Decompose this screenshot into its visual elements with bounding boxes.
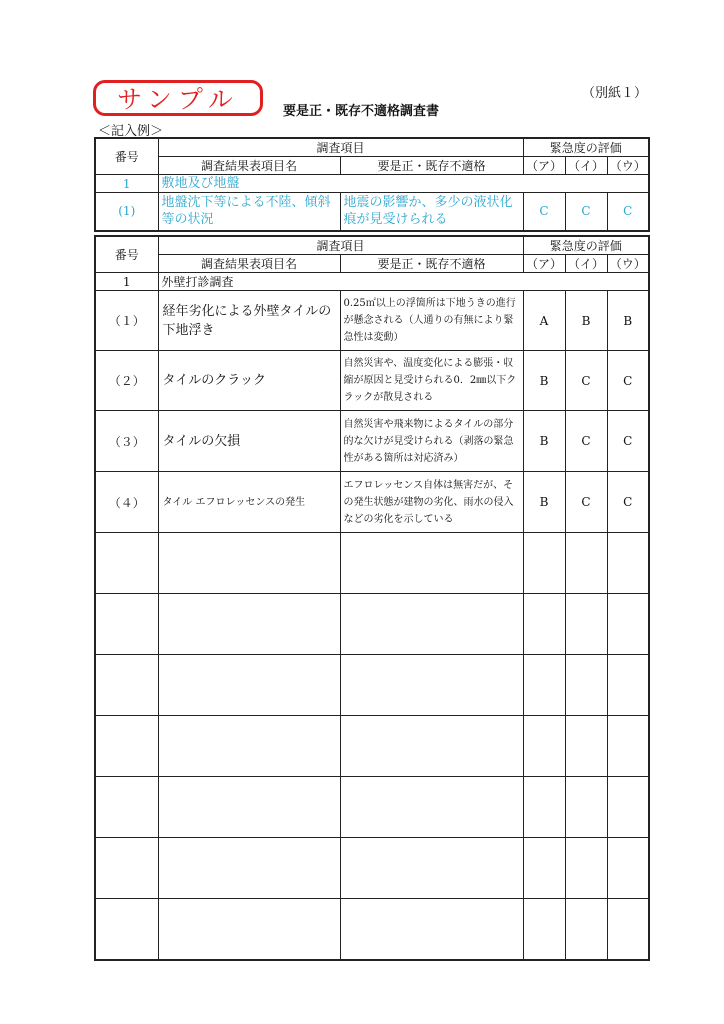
header-urgency: 緊急度の評価 [523,138,649,157]
header-correction: 要是正・既存不適格 [340,255,523,273]
sample-table [94,137,650,232]
table-row [95,351,649,411]
header-urgency: 緊急度の評価 [523,236,649,255]
empty-row [95,533,649,594]
header-survey-item: 調査項目 [158,138,523,157]
sample-category-number: 1 [95,175,158,193]
header-number: 番号 [95,138,158,175]
row-urgency-i: C [565,351,607,411]
header-number: 番号 [95,236,158,273]
row-item-name: タイル エフロレッセンスの発生 [158,472,340,533]
empty-row [95,716,649,777]
row-item-name: タイルの欠損 [158,411,340,472]
row-urgency-u: C [607,351,649,411]
sample-row-a: C [523,193,565,231]
row-urgency-u: C [607,411,649,472]
header-urgency-i: （イ） [565,255,607,273]
sample-row-u: C [607,193,649,231]
row-number: （２） [95,351,158,411]
sample-row-name: 地盤沈下等による不陸、傾斜等の状況 [158,193,340,231]
row-item-name: 経年劣化による外壁タイルの下地浮き [158,291,340,351]
table-row [95,411,649,472]
table-row [95,291,649,351]
row-issue: 自然災害や、温度変化による膨張・収縮が原因と見受けられる0．2㎜以下クラックが散見される [340,351,523,411]
row-urgency-i: C [565,472,607,533]
header-urgency-u: （ウ） [607,157,649,175]
empty-row [95,899,649,960]
row-number: （４） [95,472,158,533]
header-urgency-a: （ア） [523,255,565,273]
category-name: 外壁打診調査 [158,273,649,291]
empty-row [95,655,649,716]
row-urgency-a: B [523,472,565,533]
header-survey-item: 調査項目 [158,236,523,255]
sample-row-number: (1) [95,193,158,231]
document-title: 要是正・既存不適格調査書 [283,104,440,119]
row-issue: エフロレッセンス自体は無害だが、その発生状態が建物の劣化、雨水の侵入などの劣化を示している [340,472,523,533]
sample-row-i: C [565,193,607,231]
attachment-label: （別紙１） [582,86,648,101]
row-urgency-a: B [523,411,565,472]
header-urgency-a: （ア） [523,157,565,175]
category-number: 1 [95,273,158,291]
survey-table [94,235,650,961]
header-urgency-u: （ウ） [607,255,649,273]
row-urgency-i: B [565,291,607,351]
row-urgency-a: A [523,291,565,351]
sample-stamp: サンプル [93,80,263,116]
header-urgency-i: （イ） [565,157,607,175]
row-urgency-a: B [523,351,565,411]
header-result-name: 調査結果表項目名 [158,255,340,273]
sample-category-name: 敷地及び地盤 [158,175,649,193]
empty-row [95,594,649,655]
sample-row-issue: 地震の影響か、多少の液状化痕が見受けられる [340,193,523,231]
row-urgency-u: B [607,291,649,351]
row-number: （１） [95,291,158,351]
row-item-name: タイルのクラック [158,351,340,411]
empty-row [95,777,649,838]
row-issue: 自然災害や飛来物によるタイルの部分的な欠けが見受けられる（剥落の緊急性がある箇所は対応済み） [340,411,523,472]
row-issue: 0.25㎡以上の浮箇所は下地うきの進行が懸念される（人通りの有無により緊急性は変動） [340,291,523,351]
header-correction: 要是正・既存不適格 [340,157,523,175]
example-label: ＜記入例＞ [98,124,164,139]
header-result-name: 調査結果表項目名 [158,157,340,175]
table-row [95,472,649,533]
row-number: （３） [95,411,158,472]
empty-row [95,838,649,899]
row-urgency-i: C [565,411,607,472]
row-urgency-u: C [607,472,649,533]
